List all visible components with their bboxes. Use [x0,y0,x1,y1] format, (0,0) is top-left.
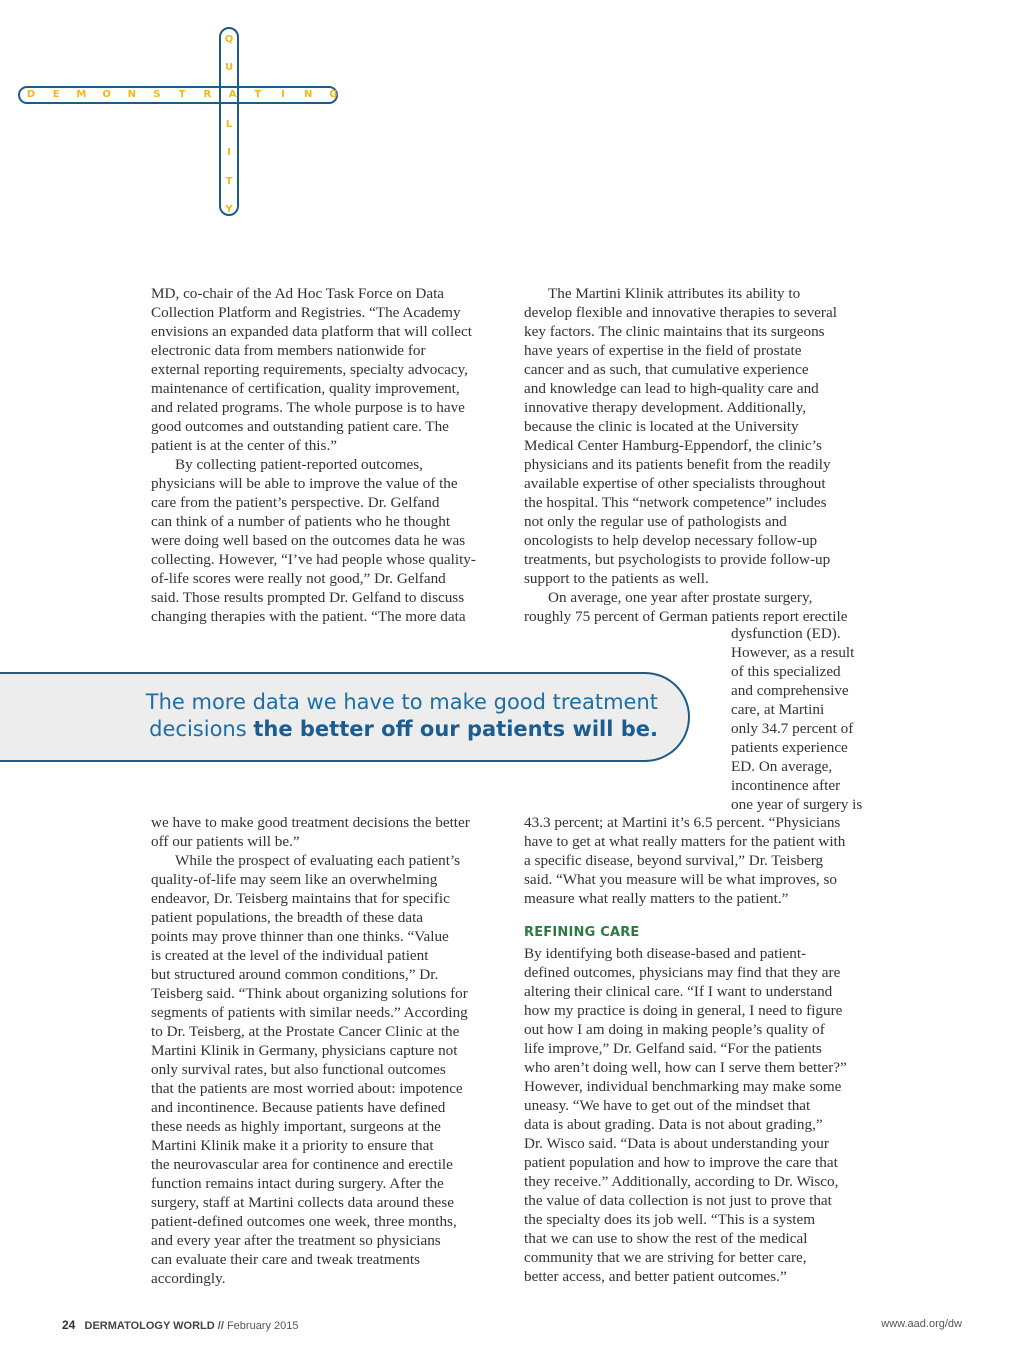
right-column-bottom-text [524,944,884,1286]
text-line: they receive.” Additionally, according to Dr. Wisco, [524,1173,839,1190]
text-line: and comprehensive [731,682,849,699]
section-heading: REFINING CARE [524,925,640,940]
text-line: Martini Klinik make it a priority to ensure that [151,1137,434,1154]
text-line: and incontinence. Because patients have defined [151,1099,446,1116]
text-line: maintenance of certification, quality improvement, [151,380,460,397]
pull-quote-line-2-bold: the better off our patients will be. [253,717,658,741]
text-line: that we can use to show the rest of the medical [524,1230,808,1247]
left-column-bottom-text [151,813,511,1288]
text-line: only 34.7 percent of [731,720,854,737]
text-line: have years of expertise in the field of prostate [524,342,802,359]
text-line: dysfunction (ED). [731,625,841,642]
text-line: roughly 75 percent of German patients report erectile [524,608,848,625]
text-line: By collecting patient-reported outcomes, [175,456,423,473]
footer-left [62,1318,299,1332]
text-line: life improve,” Dr. Gelfand said. “For the patients [524,1040,822,1057]
text-line: changing therapies with the patient. “The more data [151,608,466,625]
text-line: innovative therapy development. Additionally, [524,399,807,416]
text-line: how my practice is doing in general, I need to figure [524,1002,843,1019]
text-line: not only the regular use of pathologists and [524,513,787,530]
text-line: ED. On average, [731,758,833,775]
footer-separator: // [217,1320,224,1332]
text-line: altering their clinical care. “If I want to understand [524,983,833,1000]
text-line: is created at the level of the individual patient [151,947,429,964]
text-line: community that we are striving for better care, [524,1249,807,1266]
text-line: and knowledge can lead to high-quality care and [524,380,819,397]
text-line: measure what really matters to the patient.” [524,890,789,907]
crossword-letter: R [203,89,212,100]
crossword-letter: G [329,89,338,100]
crossword-letter: L [225,118,233,130]
left-column-top-text [151,284,511,626]
text-line: points may prove thinner than one thinks. “Value [151,928,449,945]
crossword-letter: D [26,89,36,100]
text-line: The Martini Klinik attributes its ability to [548,285,801,302]
text-line: that the patients are most worried about: impotence [151,1080,463,1097]
crossword-letter: O [102,89,111,100]
text-line: surgery, staff at Martini collects data around these [151,1194,454,1211]
text-line: key factors. The clinic maintains that its surgeons [524,323,825,340]
crossword-letter: Y [225,203,233,215]
pull-quote-box [0,672,690,762]
pull-quote-line-2-regular: decisions [149,717,254,741]
right-column-wrap-text [731,624,891,814]
crossword-letter: M [76,89,87,100]
footer-url: www.aad.org/dw [881,1318,962,1330]
text-line: While the prospect of evaluating each patient’s [175,852,461,869]
crossword-letter: I [227,147,231,159]
text-line: treatments, but psychologists to provide follow-up [524,551,831,568]
text-line: patient populations, the breadth of these data [151,909,424,926]
text-line: Medical Center Hamburg-Eppendorf, the clinic’s [524,437,822,454]
text-line: off our patients will be.” [151,833,300,850]
text-line: patient population and how to improve the care that [524,1154,838,1171]
text-line: external reporting requirements, specialty advocacy, [151,361,468,378]
text-line: uneasy. “We have to get out of the mindset that [524,1097,811,1114]
text-line: because the clinic is located at the University [524,418,799,435]
text-line: Dr. Wisco said. “Data is about understanding your [524,1135,829,1152]
right-column-top-text [524,284,884,626]
text-line: care from the patient’s perspective. Dr. Gelfand [151,494,440,511]
text-line: these needs as highly important, surgeons at the [151,1118,441,1135]
text-line: endeavor, Dr. Teisberg maintains that for specific [151,890,450,907]
text-line: care, at Martini [731,701,825,718]
text-line: oncologists to help develop necessary follow-up [524,532,818,549]
text-line: available expertise of other specialists throughout [524,475,826,492]
issue-date: February 2015 [226,1320,299,1332]
crossword-letter: Q [224,34,234,45]
text-line: can think of a number of patients who he thought [151,513,451,530]
text-line: envisions an expanded data platform that will collect [151,323,472,340]
crossword-letter: U [224,62,234,74]
text-line: have to get at what really matters for the patient with [524,833,846,850]
text-line: patients experience [731,739,848,756]
page-number: 24 [62,1318,76,1332]
text-line: and every year after the treatment so physicians [151,1232,441,1249]
text-line: good outcomes and outstanding patient care. The [151,418,449,435]
crossword-letter: E [52,89,60,100]
text-line: patient-defined outcomes one week, three months, [151,1213,457,1230]
text-line: said. Those results prompted Dr. Gelfand to discuss [151,589,465,606]
text-line: the specialty does its job well. “This is a system [524,1211,816,1228]
text-line: a specific disease, beyond survival,” Dr. Teisberg [524,852,824,869]
text-line: the hospital. This “network competence” includes [524,494,827,511]
text-line: By identifying both disease-based and patient- [524,945,807,962]
text-line: develop flexible and innovative therapies to several [524,304,837,321]
text-line: data is about grading. Data is not about grading,” [524,1116,823,1133]
text-line: better access, and better patient outcomes.” [524,1268,787,1285]
right-column-mid-text [524,813,884,908]
text-line: quality-of-life may seem like an overwhelming [151,871,438,888]
text-line: Martini Klinik in Germany, physicians capture not [151,1042,458,1059]
text-line: the value of data collection is not just to prove that [524,1192,832,1209]
crossword-letter: I [281,89,285,100]
crossword-letter: N [127,89,136,100]
text-line: segments of patients with similar needs.” According [151,1004,468,1021]
pull-quote-text [146,689,658,743]
text-line: the neurovascular area for continence and erectile [151,1156,453,1173]
text-line: electronic data from members nationwide for [151,342,426,359]
text-line: 43.3 percent; at Martini it’s 6.5 percent. “Physicians [524,814,841,831]
text-line: support to the patients as well. [524,570,709,587]
text-line: out how I am doing in making people’s quality of [524,1021,825,1038]
publication-name: DERMATOLOGY WORLD [84,1320,215,1332]
text-line: but structured around common conditions,” Dr. [151,966,439,983]
text-line: accordingly. [151,1270,226,1287]
text-line: Collection Platform and Registries. “The Academy [151,304,461,321]
crossword-letter: A [228,89,237,100]
pull-quote-line-1: The more data we have to make good treatment [145,690,658,714]
text-line: can evaluate their care and tweak treatments [151,1251,421,1268]
text-line: incontinence after [731,777,841,794]
text-line: However, individual benchmarking may make some [524,1078,842,1095]
text-line: we have to make good treatment decisions the better [151,814,470,831]
text-line: one year of surgery is [731,796,863,813]
text-line: to Dr. Teisberg, at the Prostate Cancer Clinic at the [151,1023,460,1040]
text-line: were doing well based on the outcomes data he was [151,532,466,549]
crossword-letter: N [304,89,313,100]
text-line: MD, co-chair of the Ad Hoc Task Force on Data [151,285,445,302]
text-line: only survival rates, but also functional outcomes [151,1061,446,1078]
text-line: collecting. However, “I’ve had people whose quality- [151,551,476,568]
text-line: patient is at the center of this.” [151,437,337,454]
crossword-letter: S [153,89,161,100]
crossword-letter: T [178,89,186,100]
text-line: defined outcomes, physicians may find that they are [524,964,841,981]
text-line: However, as a result [731,644,855,661]
text-line: On average, one year after prostate surgery, [548,589,813,606]
text-line: cancer and as such, that cumulative experience [524,361,809,378]
crossword-letter: T [225,175,233,187]
text-line: physicians and its patients benefit from the readily [524,456,831,473]
text-line: function remains intact during surgery. After the [151,1175,444,1192]
text-line: of-life scores were really not good,” Dr. Gelfand [151,570,446,587]
text-line: and related programs. The whole purpose is to have [151,399,465,416]
text-line: said. “What you measure will be what improves, so [524,871,837,888]
crossword-letter: T [254,89,262,100]
text-line: Teisberg said. “Think about organizing solutions for [151,985,468,1002]
text-line: of this specialized [731,663,841,680]
text-line: who aren’t doing well, how can I serve them better?” [524,1059,847,1076]
text-line: physicians will be able to improve the value of the [151,475,458,492]
